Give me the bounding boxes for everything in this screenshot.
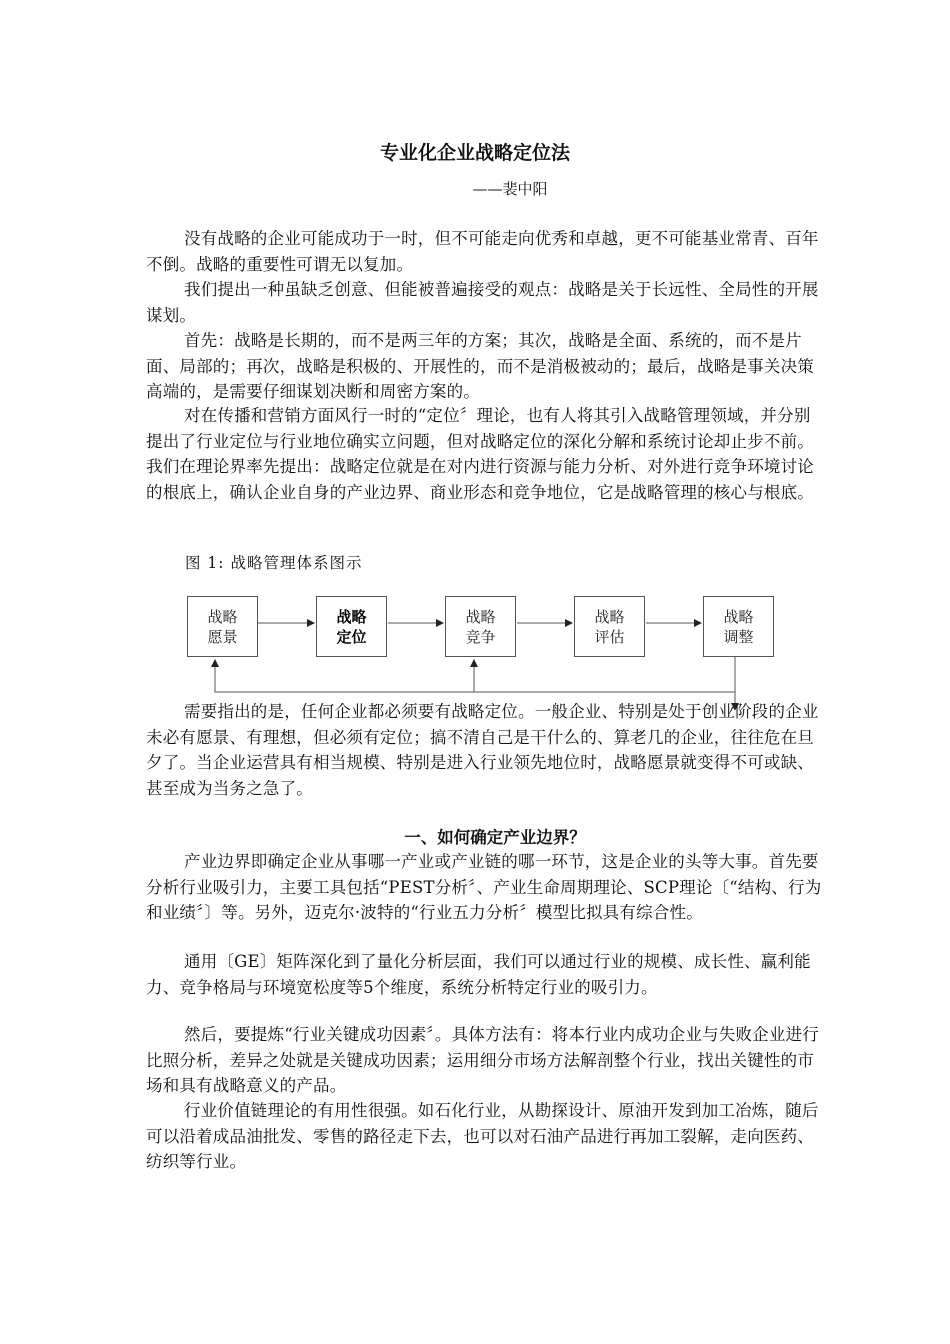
box-label-line2: 定位: [336, 628, 367, 646]
figure-caption: 图 1: 战略管理体系图示: [185, 554, 363, 572]
author-line: ——裴中阳: [472, 180, 548, 198]
paragraph-after-figure: 需要指出的是，任何企业都必须要有战略定位。一般企业、特别是处于创业阶段的企业未必有愿景、有理想，但必须有定位；搞不清自己是干什么的、算老几的企业，往往危在旦夕了。当企业运营具有相当规模、特别是进入行业领先地位时，战略愿景就变得不可或缺、甚至成为当务之急了。: [146, 702, 819, 798]
box-label-line2: 竞争: [465, 628, 496, 646]
section-paragraph-1: 产业边界即确定企业从事哪一产业或产业链的哪一环节，这是企业的头等大事。首先要分析行业吸引力，主要工具包括“PEST分析〞、产业生命周期理论、SCP理论〔“结构、行为和业绩〞〕等。另外，迈克尔·波特的“行业五力分析〞模型比拟具有综合性。: [146, 852, 822, 922]
section-paragraph-4: 行业价值链理论的有用性很强。如石化行业，从勘探设计、原油开发到加工冶炼，随后可以沿着成品油批发、零售的路径走下去，也可以对石油产品进行再加工裂解，走向医药、纺织等行业。: [146, 1101, 819, 1171]
document-title: 专业化企业战略定位法: [379, 142, 570, 164]
paragraph-intro-2: 我们提出一种虽缺乏创意、但能被普遍接受的观点：战略是关于长远性、全局性的开展谋划。: [146, 280, 819, 325]
feedback-loop-line: [215, 657, 735, 692]
section-paragraph-3: 然后，要提炼“行业关键成功因素〞。具体方法有：将本行业内成功企业与失败企业进行比照分析，差异之处就是关键成功因素；运用细分市场方法解剖整个行业，找出关键性的市场和具有战略意义的产品。: [146, 1025, 819, 1095]
section-paragraph-2: 通用〔GE〕矩阵深化到了量化分析层面，我们可以通过行业的规模、成长性、赢利能力、竞争格局与环境宽松度等5个维度，系统分析特定行业的吸引力。: [146, 952, 811, 997]
box-strategy-positioning: [316, 596, 387, 657]
box-label-line2: 愿景: [207, 628, 238, 646]
box-strategy-evaluation: [574, 596, 645, 657]
box-strategy-competition: [445, 596, 516, 657]
box-label-line1: 战略: [465, 608, 496, 626]
box-label-line2: 评估: [594, 628, 625, 646]
paragraph-intro-3: 首先：战略是长期的，而不是两三年的方案；其次，战略是全面、系统的，而不是片面、局部的；再次，战略是积极的、开展性的，而不是消极被动的；最后，战略是事关决策高端的，是需要仔细谋划决断和周密方案的。: [146, 331, 814, 401]
strategy-flow-diagram: [0, 580, 950, 710]
box-label-line1: 战略: [336, 608, 367, 626]
box-strategy-adjustment: [703, 596, 774, 657]
box-strategy-vision: [187, 596, 258, 657]
box-label-line1: 战略: [207, 608, 238, 626]
section-heading: 一、如何确定产业边界？: [404, 828, 586, 847]
box-label-line1: 战略: [594, 608, 625, 626]
paragraph-intro-4: 对在传播和营销方面风行一时的“定位〞理论，也有人将其引入战略管理领域，并分别提出了行业定位与行业地位确实立问题，但对战略定位的深化分解和系统讨论却止步不前。我们在理论界率先提出：战略定位就是在对内进行资源与能力分析、对外进行竞争环境讨论的根底上，确认企业自身的产业边界、商业形态和竞争地位，它是战略管理的核心与根底。: [146, 406, 814, 502]
box-label-line2: 调整: [723, 628, 754, 646]
box-label-line1: 战略: [723, 608, 754, 626]
paragraph-intro-1: 没有战略的企业可能成功于一时，但不可能走向优秀和卓越，更不可能基业常青、百年不倒。战略的重要性可谓无以复加。: [146, 229, 819, 274]
